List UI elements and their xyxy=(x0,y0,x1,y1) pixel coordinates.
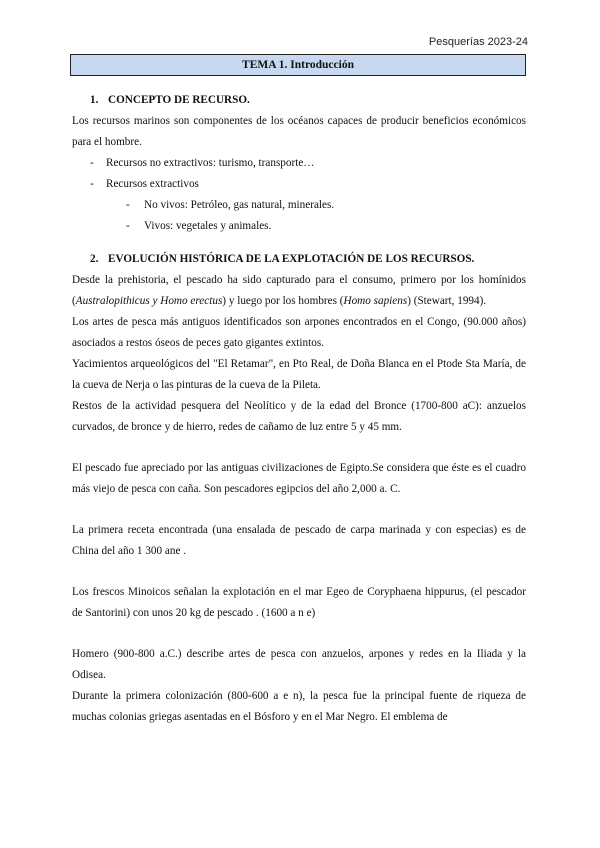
section2-number: 2. xyxy=(90,253,99,265)
p1-text-c: ) (Stewart, 1994). xyxy=(407,295,487,307)
subbullet-living: - Vivos: vegetales y animales. xyxy=(72,216,526,237)
paragraph-minoan: Los frescos Minoicos señalan la explotación en el mar Egeo de Coryphaena hippurus, (el pescador de Santorini) con unos 20 kg de pescado . (1600 a n e) xyxy=(72,586,526,619)
paragraph-congo: Los artes de pesca más antiguos identificados son arpones encontrados en el Congo, (90.000 años) asociados a restos óseos de peces gato gigantes extintos. xyxy=(72,316,526,349)
p1-species-2: Homo sapiens xyxy=(343,295,408,307)
document-body xyxy=(72,90,526,728)
paragraph-retamar: Yacimientos arqueológicos del "El Retamar", en Pto Real, de Doña Blanca en el Ptode Sta María, de la cueva de Nerja o las pinturas de la cueva de la Pileta. xyxy=(72,358,526,391)
paragraph-egypt: El pescado fue apreciado por las antiguas civilizaciones de Egipto.Se considera que éste es el cuadro más viejo de pesca con caña. Son pescadores egipcios del año 2,000 a. C. xyxy=(72,462,526,495)
paragraph-homer: Homero (900-800 a.C.) describe artes de pesca con anzuelos, arpones y redes en la Iliada y la Odisea. xyxy=(72,648,526,681)
paragraph-china: La primera receta encontrada (una ensalada de pescado de carpa marinada y con especias) es de China del año 1 300 ane . xyxy=(72,524,526,557)
section2-heading xyxy=(90,249,526,270)
p1-text-a: Desde la prehistoria, el pescado ha sido capturado para el consumo, primero por los homínidos ( xyxy=(72,274,526,307)
paragraph-prehistory xyxy=(72,270,526,312)
section1-number: 1. xyxy=(90,94,99,106)
bullet-non-extractive: - Recursos no extractivos: turismo, transporte… xyxy=(72,153,526,174)
bullet-extractive: - Recursos extractivos xyxy=(72,174,526,195)
section1-intro: Los recursos marinos son componentes de los océanos capaces de producir beneficios económicos para el hombre. xyxy=(72,115,526,148)
section2-heading-text: EVOLUCIÓN HISTÓRICA DE LA EXPLOTACIÓN DE LOS RECURSOS. xyxy=(108,253,475,265)
section1-heading-text: CONCEPTO DE RECURSO. xyxy=(108,94,250,106)
paragraph-neolithic: Restos de la actividad pesquera del Neolítico y de la edad del Bronce (1700-800 aC): anzuelos curvados, de bronce y de hierro, redes de cañamo de luz entre 5 y 45 mm. xyxy=(72,400,526,433)
p1-text-b: ) y luego por los hombres ( xyxy=(222,295,344,307)
paragraph-colonization: Durante la primera colonización (800-600 a e n), la pesca fue la principal fuente de riqueza de muchas colonias griegas asentadas en el Bósforo y en el Mar Negro. El emblema de xyxy=(72,690,526,723)
page-header: Pesquerías 2023-24 xyxy=(428,36,528,48)
subbullet-non-living: - No vivos: Petróleo, gas natural, minerales. xyxy=(72,195,526,216)
chapter-title: TEMA 1. Introducción xyxy=(70,54,526,76)
p1-species-1: Australopithicus y Homo erectus xyxy=(75,295,223,307)
section1-heading xyxy=(90,90,526,111)
